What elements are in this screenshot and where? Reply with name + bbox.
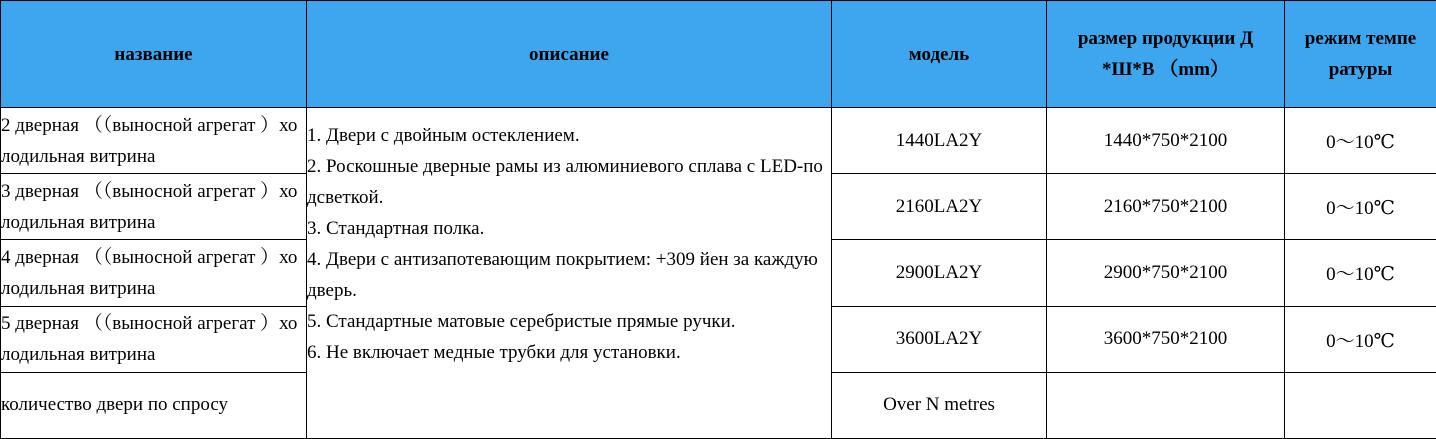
cell-temperature: 0～10℃: [1285, 108, 1436, 174]
cell-name: 4 дверная （（выносной агрегат ）холодильная витрина: [1, 240, 307, 306]
description-item: 3. Стандартная полка.: [307, 218, 485, 239]
cell-name: 5 дверная （（выносной агрегат ）холодильная витрина: [1, 306, 307, 372]
cell-size: 1440*750*2100: [1047, 108, 1285, 174]
header-temperature: режим темпе ратуры: [1285, 1, 1436, 108]
header-name: название: [1, 1, 307, 108]
cell-size: 2160*750*2100: [1047, 174, 1285, 240]
description-item: 5. Стандартные матовые серебристые прямые ручки.: [307, 311, 736, 332]
description-list: [307, 120, 831, 368]
cell-temperature: 0～10℃: [1285, 240, 1436, 306]
cell-size: 3600*750*2100: [1047, 306, 1285, 372]
cell-name: 2 дверная （（выносной агрегат ）холодильная витрина: [1, 108, 307, 174]
header-row: [1, 1, 1436, 108]
cell-name: 3 дверная （（выносной агрегат ）холодильная витрина: [1, 174, 307, 240]
cell-name: количество двери по спросу: [1, 372, 307, 438]
cell-temperature: 0～10℃: [1285, 306, 1436, 372]
cell-size: 2900*750*2100: [1047, 240, 1285, 306]
description-item: 1. Двери с двойным остеклением.: [307, 125, 580, 146]
description-item: 2. Роскошные дверные рамы из алюминиевого сплава с LED-подсветкой.: [307, 156, 823, 208]
header-model: модель: [832, 1, 1047, 108]
cell-model: 1440LA2Y: [832, 108, 1047, 174]
cell-model: 3600LA2Y: [832, 306, 1047, 372]
cell-model: Over N metres: [832, 372, 1047, 438]
header-description: описание: [307, 1, 832, 108]
cell-model: 2160LA2Y: [832, 174, 1047, 240]
cell-temperature: 0～10℃: [1285, 174, 1436, 240]
table-row: [1, 108, 1436, 174]
description-item: 4. Двери с антизапотевающим покрытием: +309 йен за каждую дверь.: [307, 249, 818, 301]
description-item: 6. Не включает медные трубки для установки.: [307, 342, 681, 363]
cell-temperature: [1285, 372, 1436, 438]
cell-model: 2900LA2Y: [832, 240, 1047, 306]
cell-size: [1047, 372, 1285, 438]
header-size: размер продукции Д *Ш*В （mm）: [1047, 1, 1285, 108]
cell-description: [307, 108, 832, 439]
